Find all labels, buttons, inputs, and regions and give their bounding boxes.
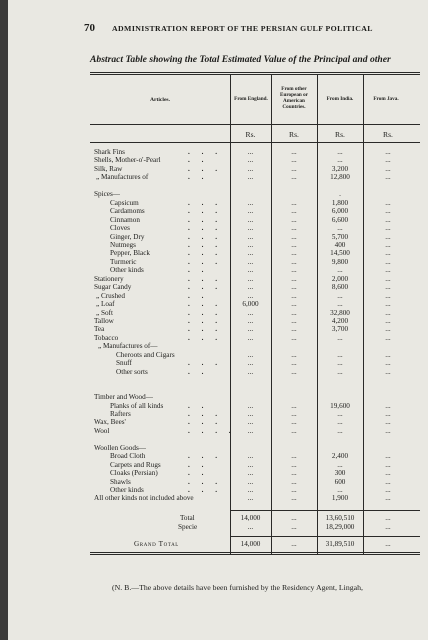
cell-india: 19,600	[330, 401, 350, 410]
unit-other: Rs.	[289, 130, 299, 139]
row-label: Other kinds	[110, 266, 144, 275]
specie-java: ...	[385, 523, 391, 531]
total-label: Total	[180, 514, 195, 522]
cell-england: ...	[247, 317, 254, 325]
cell-java: ...	[385, 426, 391, 435]
cell-england: ...	[247, 426, 254, 435]
cell-india: ...	[337, 359, 343, 368]
cell-java: ...	[385, 266, 391, 275]
row-label: All other kinds not included above	[94, 494, 194, 503]
table-bottom-rule-double	[90, 554, 420, 555]
cell-india: ...	[337, 426, 343, 435]
leader-dots: . .	[188, 469, 209, 478]
cell-other: ...	[291, 308, 297, 317]
cell-england: ...	[247, 350, 254, 359]
cell-other: ...	[291, 359, 297, 368]
leader-dots: . .	[188, 156, 209, 165]
leader-dots: . . . .	[188, 426, 236, 435]
cell-other: ...	[291, 333, 297, 342]
cell-other: ...	[291, 249, 297, 258]
table-top-rule	[90, 72, 420, 73]
row-label: Woollen Goods—	[94, 443, 146, 452]
row-label: Tobacco	[94, 333, 119, 342]
row-label: Pepper, Black	[110, 249, 151, 258]
row-label: Other sorts	[116, 367, 148, 376]
cell-java: ...	[385, 486, 391, 494]
cell-java: ...	[385, 274, 391, 283]
cell-other: ...	[291, 350, 297, 359]
cell-other: ...	[291, 452, 297, 461]
leader-dots: . . .	[188, 308, 222, 317]
leader-dots: . . .	[188, 452, 222, 461]
cell-england: ...	[247, 452, 254, 461]
cell-india: ...	[337, 350, 343, 359]
cell-java: ...	[385, 418, 391, 427]
leader-dots: . . .	[188, 317, 222, 325]
cell-india: 400	[334, 240, 346, 249]
cell-other: ...	[291, 215, 297, 224]
table-bottom-rule	[90, 552, 420, 553]
row-label: Stationery	[94, 274, 124, 283]
cell-england: ...	[247, 215, 254, 224]
cell-other: ...	[291, 426, 297, 435]
cell-india: 3,200	[331, 164, 349, 173]
table-top-rule-double	[90, 74, 420, 75]
cell-england: ...	[247, 156, 254, 165]
cell-england: ...	[247, 257, 254, 266]
document-page	[8, 0, 428, 640]
grand-top-rule	[230, 536, 420, 537]
unit-india: Rs.	[335, 130, 345, 139]
cell-other: ...	[291, 317, 297, 325]
row-label: Rafters	[110, 409, 131, 418]
leader-dots: . . .	[188, 164, 222, 173]
cell-england: ...	[247, 418, 254, 427]
cell-india: ...	[337, 486, 343, 494]
cell-other: ...	[291, 300, 297, 309]
cell-england: ...	[247, 325, 254, 334]
cell-india: 32,800	[330, 308, 350, 317]
cell-java: ...	[385, 232, 391, 241]
leader-dots: . . .	[188, 198, 222, 207]
grand-total-label: Grand Total	[134, 540, 179, 548]
cell-india: 3,700	[331, 325, 349, 334]
cell-java: ...	[385, 283, 391, 292]
cell-india: 14,500	[330, 249, 350, 258]
cell-other: ...	[291, 409, 297, 418]
cell-england: ...	[247, 266, 254, 275]
cell-england: 6,000	[242, 300, 259, 309]
leader-dots: . . .	[188, 224, 222, 233]
row-label: Other kinds	[110, 486, 144, 494]
india-column-header: From India.	[326, 96, 354, 102]
cell-england: ...	[247, 249, 254, 258]
leader-dots: . . .	[188, 215, 222, 224]
leader-dots: . . .	[188, 409, 222, 418]
cell-india: 1,800	[331, 198, 349, 207]
articles-column-header: Articles.	[149, 97, 171, 103]
leader-dots: . . .	[188, 300, 222, 309]
cell-java: ...	[385, 240, 391, 249]
leader-dots: . . .	[188, 325, 222, 334]
cell-java: ...	[385, 477, 391, 486]
row-label: Tea	[94, 325, 105, 334]
leader-dots: . .	[188, 291, 209, 300]
row-label: Ginger, Dry	[110, 232, 145, 241]
cell-england: ...	[247, 486, 254, 494]
cell-other: ...	[291, 198, 297, 207]
cell-other: ...	[291, 494, 297, 503]
row-label: Carpets and Rugs	[110, 460, 161, 469]
cell-java: ...	[385, 173, 391, 182]
cell-india: 6,600	[331, 215, 349, 224]
cell-other: ...	[291, 232, 297, 241]
cell-other: ...	[291, 274, 297, 283]
row-label: Cheroots and Cigars	[116, 350, 175, 359]
cell-england: ...	[247, 173, 254, 182]
row-label: „ Soft	[96, 308, 113, 317]
cell-england: ...	[247, 494, 254, 503]
cell-other: ...	[291, 477, 297, 486]
grand-total-england: 14,000	[240, 540, 261, 548]
leader-dots: . . .	[188, 148, 222, 156]
cell-other: ...	[291, 367, 297, 376]
cell-india: 6,000	[331, 207, 349, 216]
cell-other: ...	[291, 266, 297, 275]
cell-england: ...	[247, 207, 254, 216]
leader-dots: . . .	[188, 486, 222, 494]
row-label: „ Loaf	[96, 300, 115, 309]
row-label: Timber and Wood—	[94, 393, 153, 402]
leader-dots: . . .	[188, 240, 222, 249]
cell-england: ...	[247, 232, 254, 241]
cell-india: 1,900	[331, 494, 349, 503]
row-label: Shark Fins	[94, 148, 125, 156]
cell-java: ...	[385, 409, 391, 418]
cell-india: ...	[337, 418, 343, 427]
cell-java: ...	[385, 317, 391, 325]
leader-dots: . . .	[188, 283, 222, 292]
row-label: Cinnamon	[110, 215, 140, 224]
leader-dots: . . .	[188, 418, 222, 427]
cell-england: ...	[247, 409, 254, 418]
cell-java: ...	[385, 325, 391, 334]
specie-england: ...	[247, 523, 254, 531]
cell-java: ...	[385, 300, 391, 309]
cell-england: ...	[247, 308, 254, 317]
java-column-header: From Java.	[373, 96, 399, 102]
row-label: „ Manufactures of	[96, 173, 149, 182]
cell-java: ...	[385, 494, 391, 503]
cell-java: ...	[385, 460, 391, 469]
cell-england: ...	[247, 291, 254, 300]
cell-india: 2,000	[331, 274, 349, 283]
cell-england: ...	[247, 359, 254, 368]
row-label: Cloaks (Persian)	[110, 469, 158, 478]
cell-java: ...	[385, 308, 391, 317]
cell-java: ...	[385, 224, 391, 233]
header-bottom-rule	[90, 124, 420, 125]
cell-java: ...	[385, 249, 391, 258]
cell-india: 2,400	[331, 452, 349, 461]
row-label: Nutmegs	[110, 240, 136, 249]
row-label: Silk, Raw	[94, 164, 123, 173]
cell-other: ...	[291, 291, 297, 300]
row-label: Snuff	[116, 359, 132, 368]
running-title: ADMINISTRATION REPORT OF THE PERSIAN GULF POLITICAL	[112, 24, 373, 33]
cell-other: ...	[291, 401, 297, 410]
row-label: „ Manufactures of—	[98, 342, 158, 351]
row-label: Cardamoms	[110, 207, 145, 216]
cell-india: ...	[337, 333, 343, 342]
cell-india: 300	[334, 469, 346, 478]
cell-other: ...	[291, 325, 297, 334]
cell-java: ...	[385, 333, 391, 342]
footnote: (N. B.—The above details have been furnished by the Residency Agent, Lingah,	[112, 583, 363, 592]
total-other: ...	[291, 514, 297, 522]
cell-java: ...	[385, 350, 391, 359]
cell-india: ...	[337, 460, 343, 469]
other-countries-column-header: From other European or American Countries.	[279, 86, 308, 110]
leader-dots: . . .	[188, 274, 222, 283]
cell-other: ...	[291, 173, 297, 182]
cell-india: ...	[337, 266, 343, 275]
cell-other: ...	[291, 156, 297, 165]
cell-england: ...	[247, 333, 254, 342]
cell-england: ...	[247, 367, 254, 376]
cell-other: ...	[291, 283, 297, 292]
cell-england: ...	[247, 401, 254, 410]
total-java: ...	[385, 514, 391, 522]
england-column-header: From England.	[234, 96, 268, 102]
cell-java: ...	[385, 359, 391, 368]
row-label: Tallow	[94, 317, 114, 325]
row-label: Spices—	[94, 190, 120, 199]
cell-other: ...	[291, 164, 297, 173]
cell-india: ...	[337, 224, 343, 233]
total-india: 13,60,510	[325, 514, 355, 522]
cell-england: ...	[247, 283, 254, 292]
cell-other: ...	[291, 469, 297, 478]
cell-other: ...	[291, 207, 297, 216]
cell-england: ...	[247, 240, 254, 249]
cell-other: ...	[291, 486, 297, 494]
cell-java: ...	[385, 452, 391, 461]
cell-other: ...	[291, 240, 297, 249]
unit-bottom-rule	[90, 142, 420, 143]
cell-java: ...	[385, 164, 391, 173]
cell-india: 4,200	[331, 317, 349, 325]
cell-england: ...	[247, 477, 254, 486]
leader-dots: . . .	[188, 232, 222, 241]
cell-java: ...	[385, 148, 391, 156]
leader-dots: . .	[188, 173, 209, 182]
cell-india: ...	[337, 367, 343, 376]
cell-india: ...	[337, 156, 343, 165]
leader-dots: . .	[188, 401, 209, 410]
leader-dots: . . .	[188, 359, 222, 368]
cell-java: ...	[385, 156, 391, 165]
row-label: „ Crushed	[96, 291, 125, 300]
cell-other: ...	[291, 257, 297, 266]
page-number: 70	[84, 22, 95, 34]
cell-india: 8,600	[331, 283, 349, 292]
cell-java: ...	[385, 198, 391, 207]
cell-java: ...	[385, 291, 391, 300]
cell-india: 12,800	[330, 173, 350, 182]
specie-other: ...	[291, 523, 297, 531]
cell-other: ...	[291, 460, 297, 469]
leader-dots: . . .	[188, 207, 222, 216]
leader-dots: . . .	[188, 477, 222, 486]
cell-java: ...	[385, 207, 391, 216]
grand-total-other: ...	[291, 540, 297, 548]
cell-india: ...	[337, 291, 343, 300]
leader-dots: . .	[188, 367, 209, 376]
leader-dots: . . .	[188, 333, 222, 342]
cell-england: ...	[247, 198, 254, 207]
cell-india: ...	[337, 409, 343, 418]
subtotal-top-rule	[230, 510, 420, 511]
cell-java: ...	[385, 215, 391, 224]
unit-java: Rs.	[383, 130, 393, 139]
cell-england: ...	[247, 469, 254, 478]
leader-dots: . . .	[188, 249, 222, 258]
cell-india: .	[339, 190, 341, 199]
cell-india: 600	[334, 477, 346, 486]
cell-other: ...	[291, 148, 297, 156]
cell-java: ...	[385, 367, 391, 376]
unit-england: Rs.	[245, 130, 256, 139]
cell-india: 9,800	[331, 257, 349, 266]
cell-java: ...	[385, 469, 391, 478]
row-label: Sugar Candy	[94, 283, 132, 292]
row-label: Shells, Mother-o'-Pearl	[94, 156, 161, 165]
row-label: Cloves	[110, 224, 130, 233]
cell-india: ...	[337, 300, 343, 309]
cell-england: ...	[247, 164, 254, 173]
cell-other: ...	[291, 418, 297, 427]
cell-england: ...	[247, 460, 254, 469]
row-label: Turmeric	[110, 257, 137, 266]
cell-england: ...	[247, 224, 254, 233]
row-label: Shawls	[110, 477, 131, 486]
grand-total-india: 31,89,510	[325, 540, 355, 548]
cell-england: ...	[247, 274, 254, 283]
leader-dots: . .	[188, 460, 209, 469]
cell-java: ...	[385, 401, 391, 410]
row-label: Capsicum	[110, 198, 139, 207]
row-label: Planks of all kinds	[110, 401, 164, 410]
cell-other: ...	[291, 224, 297, 233]
row-label: Wax, Bees'	[94, 418, 126, 427]
cell-england: ...	[247, 148, 254, 156]
table-title: Abstract Table showing the Total Estimated Value of the Principal and other	[90, 54, 391, 65]
grand-total-java: ...	[385, 540, 391, 548]
row-label: Broad Cloth	[110, 452, 146, 461]
total-england: 14,000	[240, 514, 261, 522]
cell-india: ...	[337, 148, 343, 156]
row-label: Wool	[94, 426, 110, 435]
cell-java: ...	[385, 257, 391, 266]
specie-india: 18,29,000	[325, 523, 355, 531]
cell-india: 5,700	[331, 232, 349, 241]
specie-label: Specie	[178, 523, 198, 531]
leader-dots: . .	[188, 266, 209, 275]
leader-dots: . . .	[188, 257, 222, 266]
